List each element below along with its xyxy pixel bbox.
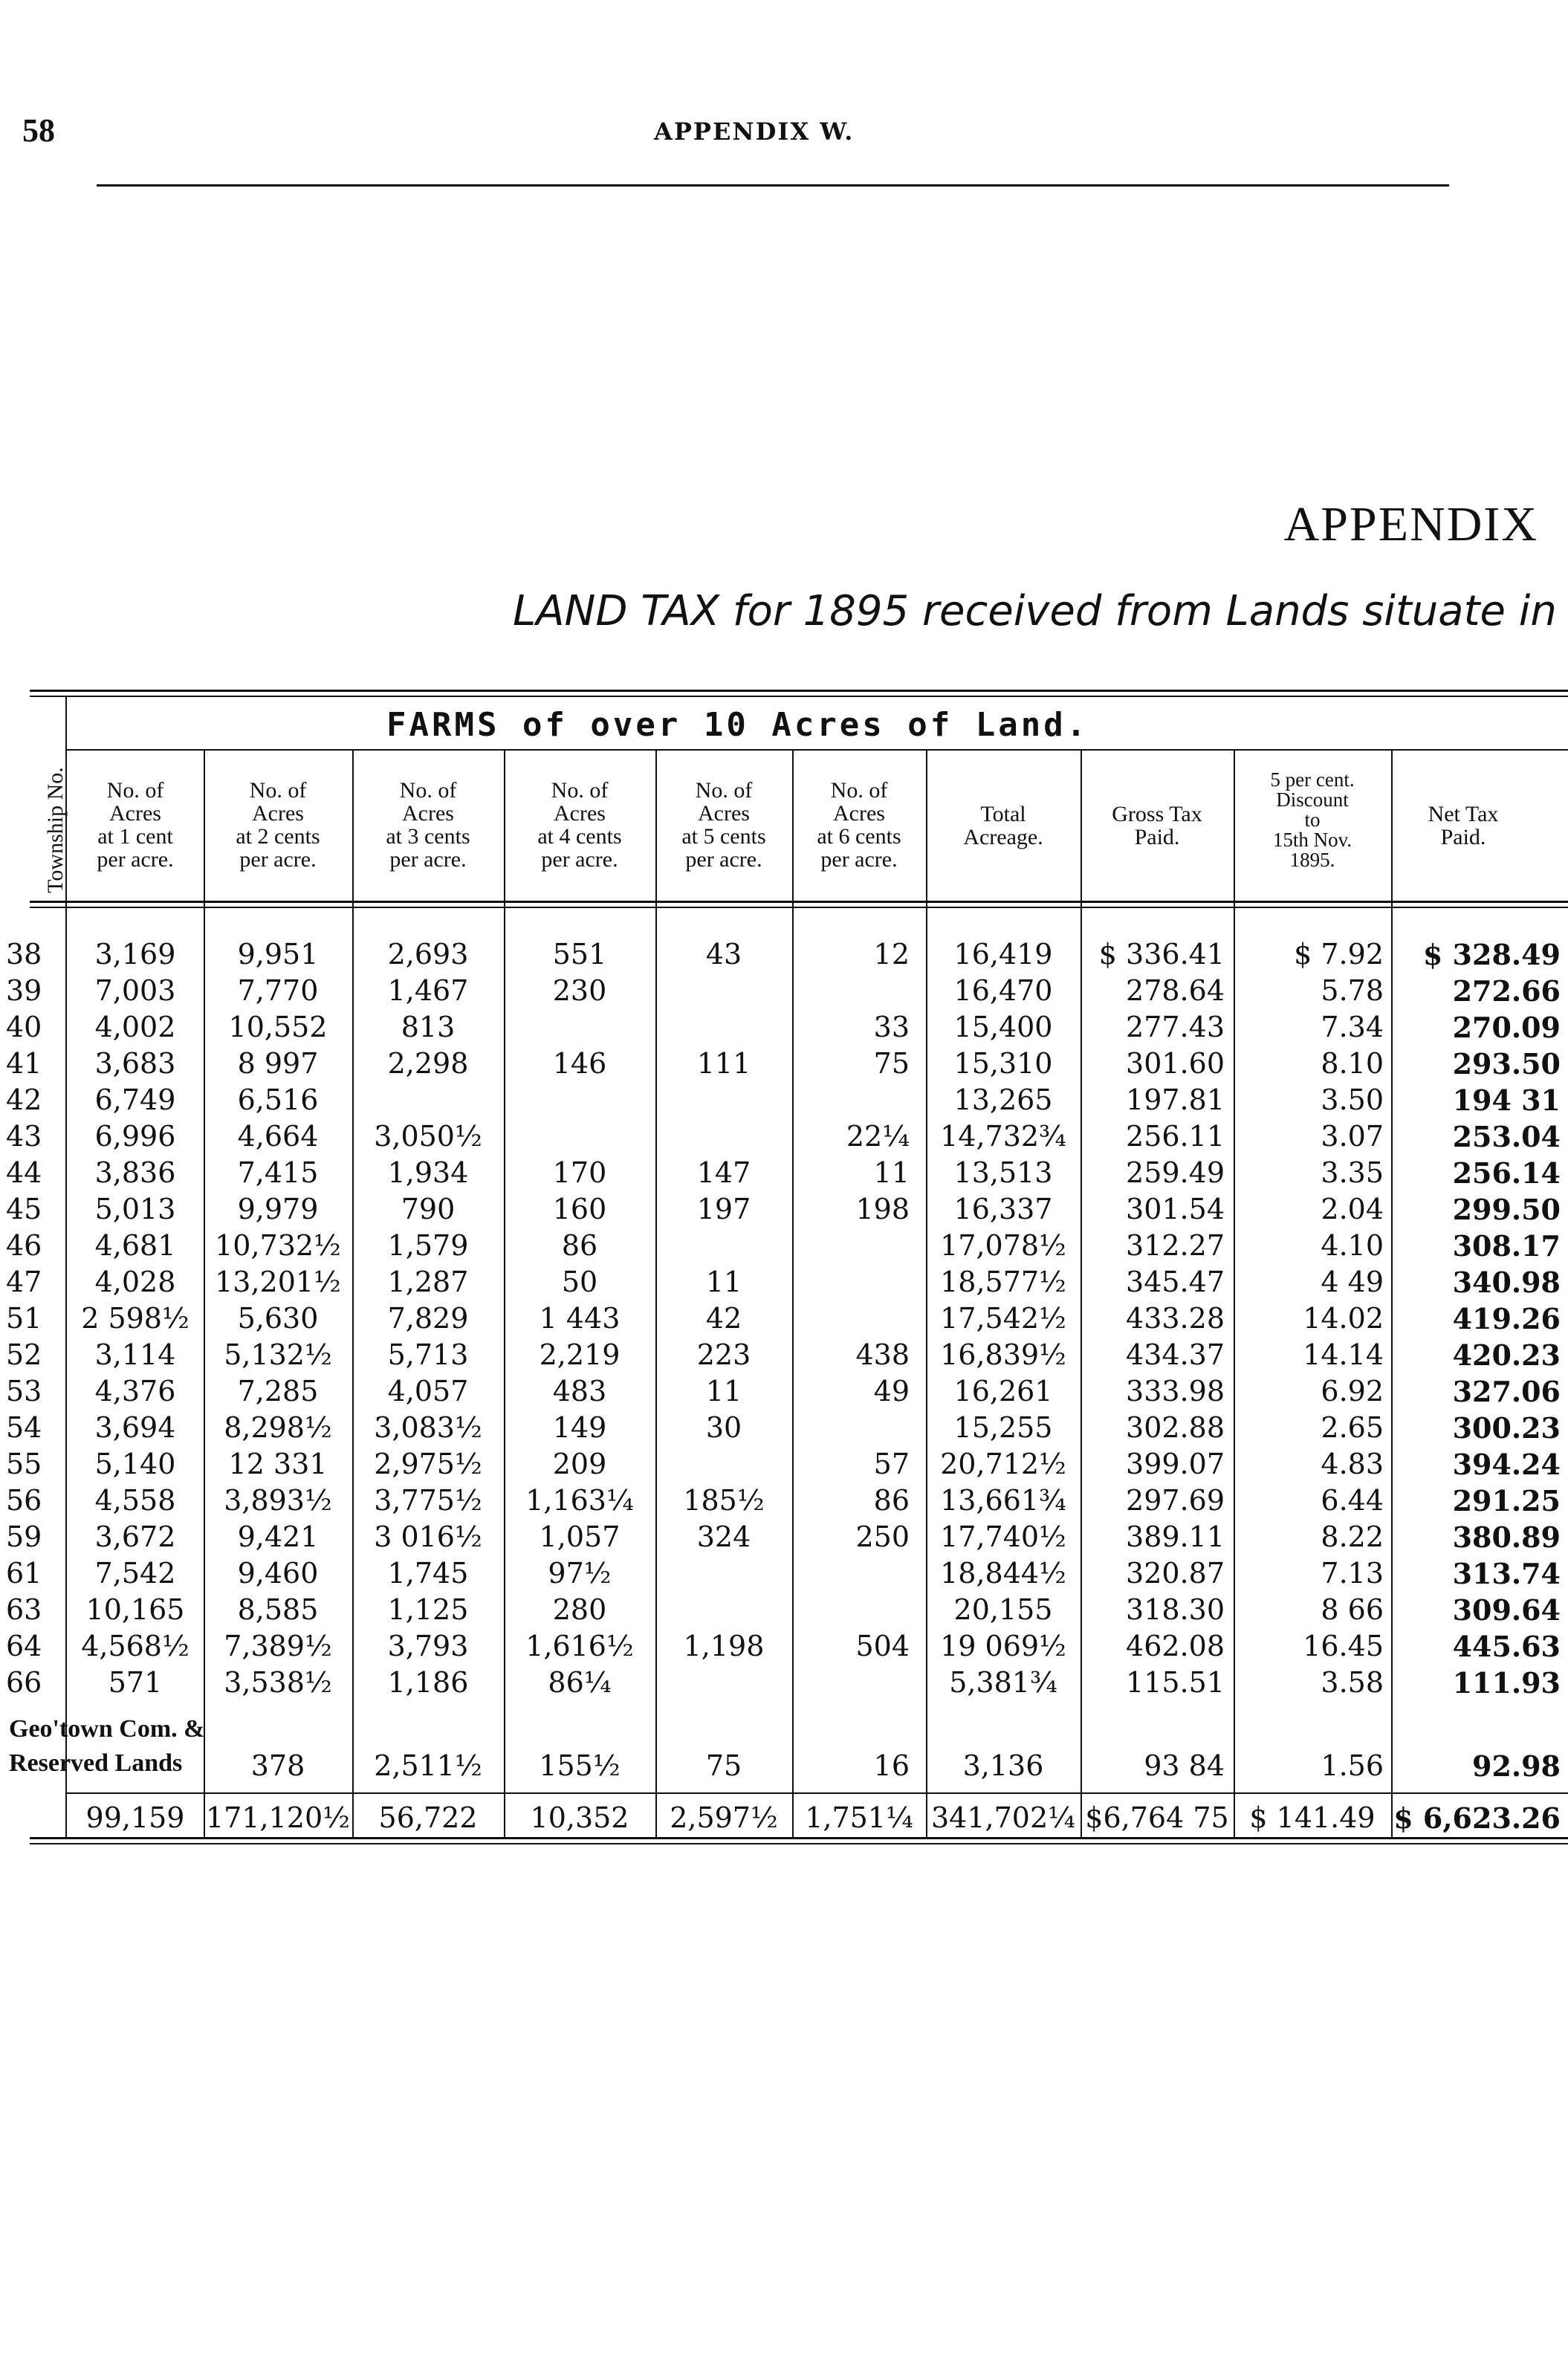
discount: 8.10 — [1321, 1047, 1384, 1080]
gross-tax: 333.98 — [1126, 1375, 1225, 1408]
bottom-rule — [30, 1837, 1568, 1839]
table-row — [0, 1630, 1568, 1664]
township-number: 55 — [6, 1448, 42, 1480]
acres-3-cents: 4,057 — [387, 1375, 469, 1408]
township-number: 43 — [6, 1120, 42, 1153]
acres-3-cents: 2,975½ — [374, 1448, 482, 1480]
gross-tax: 278.64 — [1126, 974, 1225, 1007]
acres-1-cent: 3,836 — [94, 1156, 176, 1189]
acres-3-cents: 5,713 — [387, 1338, 469, 1371]
column-header-1-cent: No. of Acres at 1 cent per acre. — [97, 778, 174, 872]
table-row — [0, 1302, 1568, 1336]
acres-2-cents: 9,460 — [237, 1557, 319, 1590]
acres-3-cents: 813 — [401, 1011, 456, 1043]
township-number: 51 — [6, 1302, 42, 1335]
discount: 6.44 — [1321, 1484, 1384, 1517]
acres-2-cents: 3,538½ — [224, 1666, 332, 1699]
acres-4-cents: 209 — [552, 1448, 607, 1480]
acres-5-cents: 197 — [696, 1193, 751, 1225]
acres-3-cents: 1,745 — [387, 1557, 469, 1590]
acres-4-cents: 230 — [552, 974, 607, 1007]
table-row — [0, 1229, 1568, 1263]
discount: 5.78 — [1321, 974, 1384, 1007]
gross-tax: 301.60 — [1126, 1047, 1225, 1080]
acres-4-cents: 551 — [552, 938, 607, 971]
acres-6-cents: 57 — [873, 1448, 910, 1480]
township-number: 66 — [6, 1666, 42, 1699]
gross-tax: 259.49 — [1126, 1156, 1225, 1189]
net-tax: 272.66 — [1452, 974, 1561, 1008]
township-number: 63 — [6, 1593, 42, 1626]
acres-6-cents: 504 — [855, 1630, 910, 1662]
total-acreage: 16,419 — [953, 938, 1053, 971]
table-row — [0, 1593, 1568, 1627]
net-tax: 327.06 — [1452, 1375, 1561, 1408]
total-discount: $ 141.49 — [1249, 1801, 1376, 1834]
column-header-5-cents: No. of Acres at 5 cents per acre. — [681, 778, 766, 872]
acres-3-cents: 1,934 — [387, 1156, 469, 1189]
acres-4-cents: 97½ — [548, 1557, 612, 1590]
acres-2-cents: 5,630 — [237, 1302, 319, 1335]
table-top-rule — [30, 690, 1568, 692]
discount: 8.22 — [1321, 1520, 1384, 1553]
georgetown-c5: 75 — [705, 1749, 742, 1782]
acres-2-cents: 7,285 — [237, 1375, 319, 1408]
column-header-rule-2 — [30, 907, 1568, 908]
total-acreage: 20,712½ — [940, 1448, 1066, 1480]
township-number: 40 — [6, 1011, 42, 1043]
acres-6-cents: 49 — [873, 1375, 910, 1408]
acres-1-cent: 3,672 — [94, 1520, 176, 1553]
net-tax: 380.89 — [1452, 1520, 1561, 1554]
discount: 6.92 — [1321, 1375, 1384, 1408]
column-header-4-cents: No. of Acres at 4 cents per acre. — [537, 778, 622, 872]
total-acreage: 14,732¾ — [940, 1120, 1066, 1153]
total-acreage: 13,661¾ — [940, 1484, 1066, 1517]
net-tax: 253.04 — [1452, 1120, 1561, 1153]
table-row — [0, 1193, 1568, 1227]
gross-tax: 297.69 — [1126, 1484, 1225, 1517]
column-header-gross-tax: Gross Tax Paid. — [1112, 802, 1202, 849]
acres-5-cents: 324 — [696, 1520, 751, 1553]
page-number: 58 — [22, 112, 55, 149]
gross-tax: 462.08 — [1126, 1630, 1225, 1662]
discount: 3.35 — [1321, 1156, 1384, 1189]
acres-1-cent: 3,169 — [94, 938, 176, 971]
township-number: 46 — [6, 1229, 42, 1262]
discount: 3.50 — [1321, 1083, 1384, 1116]
township-number: 45 — [6, 1193, 42, 1225]
gross-tax: 312.27 — [1126, 1229, 1225, 1262]
total-acreage: 16,261 — [953, 1375, 1053, 1408]
acres-3-cents: 2,298 — [387, 1047, 469, 1080]
acres-3-cents: 790 — [401, 1193, 456, 1225]
acres-2-cents: 13,201½ — [215, 1266, 341, 1298]
column-header-rule — [30, 901, 1568, 903]
acres-4-cents: 86 — [561, 1229, 598, 1262]
total-c4: 10,352 — [530, 1801, 629, 1834]
discount: 4 49 — [1321, 1266, 1384, 1298]
acres-2-cents: 8,298½ — [224, 1411, 332, 1444]
acres-4-cents: 2,219 — [539, 1338, 621, 1371]
column-header-2-cents: No. of Acres at 2 cents per acre. — [236, 778, 320, 872]
total-c5: 2,597½ — [670, 1801, 778, 1834]
discount: 4.10 — [1321, 1229, 1384, 1262]
table-row — [0, 1011, 1568, 1045]
total-c3: 56,722 — [378, 1801, 478, 1834]
gross-tax: 115.51 — [1126, 1666, 1225, 1699]
net-tax: 291.25 — [1452, 1484, 1561, 1517]
township-number: 64 — [6, 1630, 42, 1662]
table-row — [0, 938, 1568, 972]
georgetown-c6: 16 — [873, 1749, 910, 1782]
column-header-6-cents: No. of Acres at 6 cents per acre. — [817, 778, 901, 872]
table-row — [0, 1666, 1568, 1700]
appendix-title: APPENDIX — [1283, 497, 1538, 551]
acres-1-cent: 7,542 — [94, 1557, 176, 1590]
total-acreage: 16,470 — [953, 974, 1053, 1007]
total-acreage: 17,542½ — [940, 1302, 1066, 1335]
acres-1-cent: 4,558 — [94, 1484, 176, 1517]
acres-4-cents: 149 — [552, 1411, 607, 1444]
acres-2-cents: 7,389½ — [224, 1630, 332, 1662]
table-row — [0, 1520, 1568, 1555]
bottom-rule-2 — [30, 1843, 1568, 1844]
acres-2-cents: 5,132½ — [224, 1338, 332, 1371]
column-header-3-cents: No. of Acres at 3 cents per acre. — [386, 778, 470, 872]
acres-5-cents: 11 — [705, 1266, 742, 1298]
acres-5-cents: 43 — [705, 938, 742, 971]
total-acreage: 15,400 — [953, 1011, 1053, 1043]
total-acreage: 13,265 — [953, 1083, 1053, 1116]
header-rule — [97, 184, 1449, 187]
acres-6-cents: 33 — [873, 1011, 910, 1043]
township-number: 38 — [6, 938, 42, 971]
acres-4-cents: 146 — [552, 1047, 607, 1080]
township-number: 61 — [6, 1557, 42, 1590]
gross-tax: 277.43 — [1126, 1011, 1225, 1043]
township-header: Township No. — [43, 767, 68, 893]
acres-5-cents: 1,198 — [683, 1630, 765, 1662]
township-number: 54 — [6, 1411, 42, 1444]
net-tax: 445.63 — [1452, 1630, 1561, 1663]
net-tax: 111.93 — [1452, 1666, 1561, 1700]
running-head: APPENDIX W. — [654, 117, 855, 146]
township-number: 59 — [6, 1520, 42, 1553]
totals-rule — [67, 1792, 1568, 1794]
discount: 3.58 — [1321, 1666, 1384, 1699]
acres-1-cent: 3,114 — [94, 1338, 176, 1371]
georgetown-label-line1 — [0, 1715, 1568, 1749]
township-number: 47 — [6, 1266, 42, 1298]
discount: $ 7.92 — [1294, 938, 1384, 971]
gross-tax: 399.07 — [1126, 1448, 1225, 1480]
acres-3-cents: 3,793 — [387, 1630, 469, 1662]
acres-4-cents: 50 — [561, 1266, 598, 1298]
discount: 16.45 — [1303, 1630, 1384, 1662]
georgetown-net: 92.98 — [1472, 1749, 1561, 1783]
acres-5-cents: 42 — [705, 1302, 742, 1335]
township-number: 53 — [6, 1375, 42, 1408]
net-tax: 270.09 — [1452, 1011, 1561, 1044]
column-header-discount: 5 per cent. Discount to 15th Nov. 1895. — [1270, 768, 1355, 871]
acres-6-cents: 250 — [855, 1520, 910, 1553]
net-tax: 309.64 — [1452, 1593, 1561, 1627]
acres-1-cent: 6,996 — [94, 1120, 176, 1153]
net-tax: 394.24 — [1452, 1448, 1561, 1481]
acres-1-cent: 4,376 — [94, 1375, 176, 1408]
table-row — [0, 1411, 1568, 1445]
georgetown-total: 3,136 — [962, 1749, 1044, 1782]
column-header-total-acreage: Total Acreage. — [963, 802, 1043, 849]
table-row — [0, 1448, 1568, 1482]
acres-2-cents: 9,979 — [237, 1193, 319, 1225]
gross-tax: 256.11 — [1126, 1120, 1225, 1153]
acres-4-cents: 1,057 — [539, 1520, 621, 1553]
township-number: 39 — [6, 974, 42, 1007]
acres-3-cents: 3,050½ — [374, 1120, 482, 1153]
township-number: 41 — [6, 1047, 42, 1080]
acres-6-cents: 86 — [873, 1484, 910, 1517]
acres-2-cents: 4,664 — [237, 1120, 319, 1153]
acres-2-cents: 8 997 — [237, 1047, 319, 1080]
acres-3-cents: 7,829 — [387, 1302, 469, 1335]
table-row — [0, 1156, 1568, 1191]
gross-tax: 433.28 — [1126, 1302, 1225, 1335]
acres-2-cents: 7,770 — [237, 974, 319, 1007]
acres-2-cents: 6,516 — [237, 1083, 319, 1116]
acres-5-cents: 223 — [696, 1338, 751, 1371]
township-number: 52 — [6, 1338, 42, 1371]
georgetown-discount: 1.56 — [1321, 1749, 1384, 1782]
total-acreage: 16,337 — [953, 1193, 1053, 1225]
acres-1-cent: 4,681 — [94, 1229, 176, 1262]
net-tax: 194 31 — [1452, 1083, 1561, 1117]
table-row — [0, 1120, 1568, 1154]
acres-4-cents: 1,163¼ — [525, 1484, 634, 1517]
acres-2-cents: 10,732½ — [215, 1229, 341, 1262]
acres-1-cent: 2 598½ — [81, 1302, 189, 1335]
gross-tax: 389.11 — [1126, 1520, 1225, 1553]
township-number: 56 — [6, 1484, 42, 1517]
acres-4-cents: 1,616½ — [525, 1630, 634, 1662]
gross-tax: 345.47 — [1126, 1266, 1225, 1298]
acres-1-cent: 6,749 — [94, 1083, 176, 1116]
net-tax: 300.23 — [1452, 1411, 1561, 1445]
total-acreage: 17,740½ — [940, 1520, 1066, 1553]
gross-tax: 197.81 — [1126, 1083, 1225, 1116]
total-c2: 171,120½ — [206, 1801, 350, 1834]
acres-2-cents: 9,951 — [237, 938, 319, 971]
township-number: 44 — [6, 1156, 42, 1189]
acres-1-cent: 571 — [108, 1666, 163, 1699]
discount: 7.34 — [1321, 1011, 1384, 1043]
acres-3-cents: 2,693 — [387, 938, 469, 971]
total-acreage: 19 069½ — [940, 1630, 1066, 1662]
acres-6-cents: 11 — [873, 1156, 910, 1189]
gross-tax: 301.54 — [1126, 1193, 1225, 1225]
township-number: 42 — [6, 1083, 42, 1116]
total-acreage: 13,513 — [953, 1156, 1053, 1189]
acres-4-cents: 160 — [552, 1193, 607, 1225]
net-tax: 419.26 — [1452, 1302, 1561, 1335]
total-acreage: 15,310 — [953, 1047, 1053, 1080]
discount: 8 66 — [1321, 1593, 1384, 1626]
georgetown-label-2: Reserved Lands — [9, 1749, 183, 1777]
georgetown-row — [0, 1749, 1568, 1784]
acres-5-cents: 147 — [696, 1156, 751, 1189]
acres-4-cents: 483 — [552, 1375, 607, 1408]
discount: 14.02 — [1303, 1302, 1384, 1335]
acres-3-cents: 1,287 — [387, 1266, 469, 1298]
total-acreage: 18,577½ — [940, 1266, 1066, 1298]
acres-1-cent: 3,683 — [94, 1047, 176, 1080]
acres-5-cents: 185½ — [683, 1484, 765, 1517]
gross-tax: $ 336.41 — [1098, 938, 1225, 971]
total-acreage: 20,155 — [953, 1593, 1053, 1626]
column-header-net-tax: Net Tax Paid. — [1428, 802, 1499, 849]
group-header-rule — [67, 749, 1568, 751]
acres-2-cents: 7,415 — [237, 1156, 319, 1189]
discount: 4.83 — [1321, 1448, 1384, 1480]
acres-2-cents: 10,552 — [228, 1011, 328, 1043]
acres-3-cents: 1,186 — [387, 1666, 469, 1699]
total-c1: 99,159 — [85, 1801, 185, 1834]
discount: 3.07 — [1321, 1120, 1384, 1153]
table-row — [0, 1375, 1568, 1409]
total-acreage: 16,839½ — [940, 1338, 1066, 1371]
net-tax: $ 328.49 — [1422, 938, 1561, 971]
acres-2-cents: 12 331 — [228, 1448, 328, 1480]
acres-3-cents: 1,579 — [387, 1229, 469, 1262]
acres-5-cents: 30 — [705, 1411, 742, 1444]
total-c6: 1,751¼ — [805, 1801, 913, 1834]
net-tax: 308.17 — [1452, 1229, 1561, 1263]
net-tax: 256.14 — [1452, 1156, 1561, 1190]
acres-5-cents: 111 — [696, 1047, 751, 1080]
acres-6-cents: 75 — [873, 1047, 910, 1080]
acres-3-cents: 3,083½ — [374, 1411, 482, 1444]
gross-tax: 318.30 — [1126, 1593, 1225, 1626]
georgetown-c2: 378 — [250, 1749, 305, 1782]
acres-1-cent: 7,003 — [94, 974, 176, 1007]
acres-1-cent: 3,694 — [94, 1411, 176, 1444]
acres-3-cents: 1,125 — [387, 1593, 469, 1626]
table-row — [0, 1047, 1568, 1081]
table-row — [0, 1266, 1568, 1300]
net-tax: 293.50 — [1452, 1047, 1561, 1081]
table-row — [0, 1484, 1568, 1518]
acres-5-cents: 11 — [705, 1375, 742, 1408]
georgetown-c3: 2,511½ — [374, 1749, 482, 1782]
georgetown-label-1: Geo'town Com. & — [9, 1715, 205, 1743]
acres-6-cents: 22¼ — [846, 1120, 910, 1153]
acres-1-cent: 5,013 — [94, 1193, 176, 1225]
total-acreage: 18,844½ — [940, 1557, 1066, 1590]
net-tax: 299.50 — [1452, 1193, 1561, 1226]
acres-2-cents: 3,893½ — [224, 1484, 332, 1517]
acres-1-cent: 4,002 — [94, 1011, 176, 1043]
net-tax: 420.23 — [1452, 1338, 1561, 1372]
total-acreage: 15,255 — [953, 1411, 1053, 1444]
table-top-rule-2 — [30, 696, 1568, 697]
land-tax-title: LAND TAX for 1895 received from Lands situate in — [513, 587, 1557, 635]
net-tax: 340.98 — [1452, 1266, 1561, 1299]
acres-4-cents: 280 — [552, 1593, 607, 1626]
acres-3-cents: 3,775½ — [374, 1484, 482, 1517]
total-acreage: 17,078½ — [940, 1229, 1066, 1262]
discount: 14.14 — [1303, 1338, 1384, 1371]
discount: 7.13 — [1321, 1557, 1384, 1590]
georgetown-gross: 93 84 — [1144, 1749, 1225, 1782]
acres-3-cents: 1,467 — [387, 974, 469, 1007]
total-gross: $6,764 75 — [1085, 1801, 1229, 1834]
georgetown-c4: 155½ — [539, 1749, 621, 1782]
acres-1-cent: 10,165 — [85, 1593, 185, 1626]
discount: 2.04 — [1321, 1193, 1384, 1225]
acres-2-cents: 9,421 — [237, 1520, 319, 1553]
table-row — [0, 1338, 1568, 1373]
gross-tax: 302.88 — [1126, 1411, 1225, 1444]
acres-3-cents: 3 016½ — [374, 1520, 482, 1553]
acres-6-cents: 198 — [855, 1193, 910, 1225]
acres-4-cents: 1 443 — [539, 1302, 621, 1335]
total-acreage: 341,702¼ — [931, 1801, 1075, 1834]
acres-4-cents: 86¼ — [548, 1666, 612, 1699]
acres-1-cent: 5,140 — [94, 1448, 176, 1480]
table-row — [0, 1083, 1568, 1118]
gross-tax: 320.87 — [1126, 1557, 1225, 1590]
net-tax: 313.74 — [1452, 1557, 1561, 1590]
table-row — [0, 1557, 1568, 1591]
discount: 2.65 — [1321, 1411, 1384, 1444]
acres-1-cent: 4,568½ — [81, 1630, 189, 1662]
acres-6-cents: 12 — [873, 938, 910, 971]
acres-1-cent: 4,028 — [94, 1266, 176, 1298]
acres-2-cents: 8,585 — [237, 1593, 319, 1626]
table-row — [0, 974, 1568, 1008]
acres-6-cents: 438 — [855, 1338, 910, 1371]
farms-group-header: FARMS of over 10 Acres of Land. — [386, 706, 1089, 744]
total-net: $ 6,623.26 — [1393, 1801, 1561, 1835]
gross-tax: 434.37 — [1126, 1338, 1225, 1371]
total-acreage: 5,381¾ — [949, 1666, 1057, 1699]
acres-4-cents: 170 — [552, 1156, 607, 1189]
